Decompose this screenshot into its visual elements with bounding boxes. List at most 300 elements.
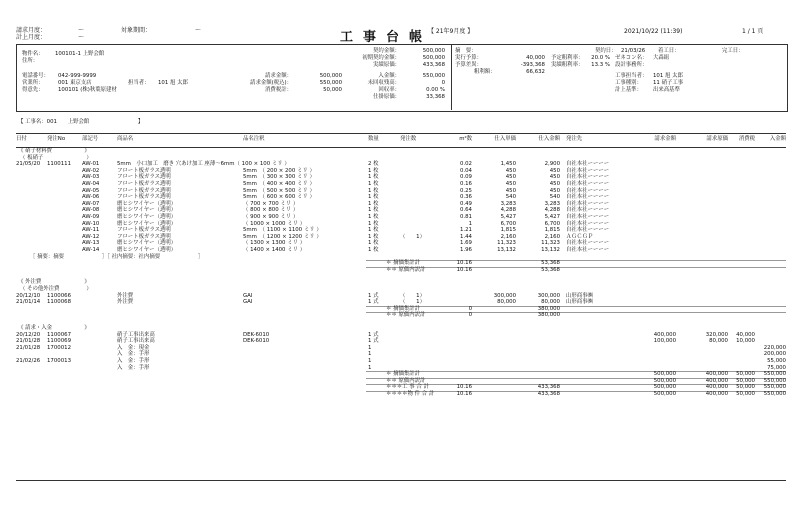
cell-req: 500,000 <box>653 371 676 378</box>
cell-amount: 13,132 <box>541 247 560 253</box>
collection-rate-value: 0.00 % <box>426 87 445 93</box>
phone-value: 042-999-9999 <box>58 73 97 79</box>
cell-item: フロート板ガラス透明 <box>117 233 171 240</box>
cell-req: 500,000 <box>653 384 676 391</box>
table-row <box>0 358 800 365</box>
cell-unit: 300,000 <box>493 292 516 299</box>
column-header-item: 商品名 <box>117 136 134 142</box>
cell-m2: 1.21 <box>459 227 472 234</box>
cell-vendor: 自社本社ーーーー <box>566 187 610 194</box>
cell-amount: 80,000 <box>541 299 560 306</box>
cell-req: 500,000 <box>653 377 676 384</box>
cell-qty: 1 枚 <box>368 174 379 181</box>
table-row <box>0 194 800 201</box>
cell-unit: 540 <box>505 194 516 201</box>
cell-m2: 1.44 <box>459 233 472 240</box>
budget-diff-value: -393,368 <box>520 62 545 68</box>
cell-amount: 53,368 <box>541 260 560 267</box>
total-label: ＊＊＊工 事 合 計 <box>386 384 429 391</box>
cell-cost: 80,000 <box>709 338 728 345</box>
cell-item: 入 金：手形 <box>117 351 150 358</box>
total-label: ＊ 摘価集計計 <box>386 305 421 312</box>
cell-note: 5mm （ 400 × 400 ミリ ） <box>243 181 315 187</box>
work-code-line: 【 工事名：001 上野会館 】 <box>18 119 144 125</box>
cell-no: 1100111 <box>47 161 72 168</box>
cell-note: 5mm （ 200 × 200 ミリ ） <box>243 167 315 174</box>
cell-code: AW-10 <box>82 220 100 227</box>
client-value: 100101 (株)秋葉原建材 <box>58 87 117 93</box>
cell-unit: 450 <box>505 167 516 174</box>
req-total-value: 500,000 <box>319 73 342 79</box>
cell-item: フロート板ガラス透明 <box>117 174 171 181</box>
cell-vendor: 自社本社ーーーー <box>566 194 610 201</box>
cell-vendor: 自社本社ーーーー <box>566 167 610 174</box>
column-header-req: 請求金額 <box>654 136 676 142</box>
cell-item: 磨ヒシワイヤー（透明） <box>117 200 177 207</box>
column-header-cost: 請求原価 <box>706 136 728 142</box>
cell-note: （ 700 × 700 ミリ ） <box>243 200 299 207</box>
remarks-line-text: ［ 摘要：摘要 ］［ 社内摘要：社内摘要 ］ <box>30 253 204 260</box>
cell-vendor: ＡＧＣＧＰ <box>566 233 593 240</box>
cell-tax: 50,000 <box>736 391 755 397</box>
section-title <box>0 325 800 332</box>
actual-cost-label: 実績原価： <box>373 62 400 68</box>
cell-item: 磨ヒシワイヤー（透明） <box>117 247 177 253</box>
gc-value: 大森組 <box>653 55 670 61</box>
gross-profit-value: 66,632 <box>526 69 545 75</box>
cell-tax: 10,000 <box>736 338 755 345</box>
section-subtitle-text: （ 板硝子 ） <box>20 154 92 161</box>
cell-item: 磨ヒシワイヤー（透明） <box>117 240 177 247</box>
cell-dep: 550,000 <box>763 377 786 384</box>
cell-note: 5mm （ 600 × 600 ミリ ） <box>243 194 315 201</box>
initial-contract-label: 初期契約金額： <box>362 55 400 61</box>
table-bottom-rule <box>16 480 786 481</box>
table-row <box>0 338 800 345</box>
actual-cost-value: 433,368 <box>422 62 445 68</box>
total-label: ＊＊ 原価内訳計 <box>386 266 426 273</box>
cell-m2: 10.16 <box>456 384 472 391</box>
person-label: 担当者： <box>128 80 150 86</box>
cell-qty: 1 式 <box>368 299 379 306</box>
cell-cost: 400,000 <box>705 371 728 378</box>
cell-note: 5mm （ 300 × 300 ミリ ） <box>243 174 315 181</box>
table-row <box>0 351 800 358</box>
cell-item: 入 金：現金 <box>117 344 150 351</box>
column-header-unit: 仕入単価 <box>494 136 516 142</box>
cell-item: 磨ヒシワイヤー（透明） <box>117 207 177 214</box>
cell-date: 20/12/20 <box>16 331 41 338</box>
cell-unit: 5,427 <box>500 214 516 220</box>
property-box-divider <box>451 44 452 110</box>
cell-req: 100,000 <box>653 338 676 345</box>
column-header-qty: 数量 <box>368 136 379 142</box>
gross-profit-label: 粗利額： <box>474 69 496 75</box>
budget-label: 実行予算： <box>455 55 482 61</box>
start-date-label: 着工日： <box>658 48 680 54</box>
cell-amount: 4,288 <box>544 207 560 214</box>
cell-qty: 1 枚 <box>368 220 379 227</box>
cell-vendor: 山形商事㈱ <box>566 299 593 306</box>
total-label: ＊＊＊＊物 件 合 計 <box>386 391 435 397</box>
cell-amount: 433,368 <box>537 384 560 391</box>
cell-cost: 400,000 <box>705 384 728 391</box>
total-label: ＊＊ 原価内訳計 <box>386 377 426 384</box>
cell-qty: 1 <box>368 351 372 358</box>
count-month-label: 計上月度： <box>16 34 47 41</box>
cell-dep: 550,000 <box>763 391 786 397</box>
address-label: 住所： <box>22 58 39 64</box>
cell-vendor: 自社本社ーーーー <box>566 227 610 234</box>
cell-item: フロート板ガラス透明 <box>117 187 171 194</box>
cell-qty: 1 式 <box>368 292 379 299</box>
cell-date: 21/01/14 <box>16 299 41 306</box>
deposit-label: 入金額： <box>378 73 400 79</box>
cell-amount: 2,160 <box>544 233 560 240</box>
section-title-text: 《 外注費 》 <box>18 279 90 286</box>
cell-amount: 450 <box>549 167 560 174</box>
cell-note: 5mm （ 1200 × 1200 ミリ ） <box>243 233 322 240</box>
cell-amount: 450 <box>549 181 560 187</box>
section-title <box>0 148 800 155</box>
cell-code: AW-05 <box>82 187 100 194</box>
cell-note: DEK-6010 <box>243 338 270 345</box>
cell-m2: 1.69 <box>459 240 472 247</box>
deposit-value: 550,000 <box>422 73 445 79</box>
fiscal-year: 【 21年9月度 】 <box>428 28 474 35</box>
cell-m2: 0.04 <box>459 167 472 174</box>
budget-diff-label: 予算差異： <box>455 62 482 68</box>
cell-m2: 0.09 <box>459 174 472 181</box>
cell-qty: 1 <box>368 358 372 364</box>
header-top-rule <box>16 133 786 134</box>
cell-tax: 50,000 <box>736 371 755 378</box>
purchase-label: 仕掛原価： <box>373 94 400 100</box>
cell-dep: 550,000 <box>763 371 786 378</box>
section-subtitle-text: （ その他外注費 ） <box>20 286 92 292</box>
office-value: 001 東京支店 <box>58 80 92 86</box>
cell-item: フロート板ガラス透明 <box>117 181 171 187</box>
cell-code: AW-11 <box>82 227 100 234</box>
cell-amount: 450 <box>549 187 560 194</box>
cell-dep: 220,000 <box>763 344 786 351</box>
column-header-code: 部記号 <box>82 136 99 142</box>
cell-tax: 50,000 <box>736 384 755 391</box>
cell-item: 入 金：手形 <box>117 364 150 371</box>
cell-vendor: 自社本社ーーーー <box>566 247 610 253</box>
cell-unit: 13,132 <box>497 247 516 253</box>
cell-qty: 1 式 <box>368 338 379 345</box>
cell-vendor: 自社本社ーーーー <box>566 207 610 214</box>
total-row <box>0 384 800 391</box>
cell-dep: 550,000 <box>763 384 786 391</box>
section-title-text: 《 硝子材料費 》 <box>18 148 90 154</box>
cell-item: フロート板ガラス透明 <box>117 227 171 234</box>
cell-note: GAI <box>243 292 253 299</box>
column-header-date: 日付 <box>16 136 27 142</box>
cell-unit: 80,000 <box>497 299 516 306</box>
column-header-note: 品名注釈 <box>243 136 265 142</box>
cell-qty: 1 枚 <box>368 207 379 214</box>
cell-note: 5mm （ 500 × 500 ミリ ） <box>243 187 315 194</box>
cell-amount: 380,000 <box>537 305 560 312</box>
budget-value: 40,000 <box>526 55 545 61</box>
total-row <box>0 260 800 267</box>
column-header-amount: 仕入金額 <box>538 136 560 142</box>
count-month-tilde: ～ <box>78 34 85 41</box>
column-header-order: 発注数 <box>400 136 417 142</box>
work-kind-value: 11 硝子工事 <box>653 80 684 86</box>
cell-m2: 0.16 <box>459 181 472 187</box>
cell-code: AW-09 <box>82 214 100 220</box>
cell-cost: 400,000 <box>705 377 728 384</box>
cell-tax: 40,000 <box>736 331 755 338</box>
summary-label: 摘 要： <box>455 48 477 54</box>
cell-qty: 1 <box>368 364 372 371</box>
period-tilde: ～ <box>195 27 202 34</box>
cell-note: GAI <box>243 299 253 306</box>
total-label: ＊ 摘価集計計 <box>386 260 421 267</box>
count-base-value: 出来高基準 <box>653 87 680 93</box>
cell-amount: 53,368 <box>541 266 560 273</box>
cell-date: 21/02/26 <box>16 358 41 364</box>
cell-order: （ 1） <box>400 292 425 299</box>
column-header-no: 発注No <box>47 136 66 142</box>
contract-label: 契約金額： <box>373 48 400 54</box>
cell-qty: 1 枚 <box>368 200 379 207</box>
cell-dep: 200,000 <box>763 351 786 358</box>
req-tax-label: 請求金額(税込)： <box>250 80 292 86</box>
cell-m2: 0.02 <box>459 161 472 168</box>
req-tax-value: 550,000 <box>319 80 342 86</box>
cell-unit: 11,323 <box>497 240 516 247</box>
cell-item: 外注費 <box>117 299 134 306</box>
cell-no: 1100069 <box>47 338 72 345</box>
cell-no: 1700013 <box>47 358 72 364</box>
cell-amount: 450 <box>549 174 560 181</box>
work-kind-label: 工事種別： <box>615 80 642 86</box>
cell-vendor: 自社本社ーーーー <box>566 220 610 227</box>
table-row <box>0 161 800 168</box>
cell-req: 400,000 <box>653 331 676 338</box>
count-base-label: 計上基準： <box>615 87 642 93</box>
cell-note: DEK-6010 <box>243 331 270 338</box>
req-total-label: 請求金額： <box>265 73 292 79</box>
cell-dep: 75,000 <box>767 364 786 371</box>
total-row <box>0 312 800 319</box>
manager-label: 工事担当者： <box>615 73 648 79</box>
contract-date-label: 契約日： <box>595 48 617 54</box>
cell-note: （ 1300 × 1300 ミリ ） <box>243 240 306 247</box>
total-label: ＊＊ 原価内訳計 <box>386 312 426 319</box>
table-row <box>0 247 800 254</box>
cell-unit: 6,700 <box>500 220 516 227</box>
cell-unit: 450 <box>505 174 516 181</box>
cell-unit: 450 <box>505 187 516 194</box>
print-datetime: 2021/10/22 (11:39) <box>624 28 683 35</box>
column-header-dep: 入金額 <box>769 136 786 142</box>
actual-rate-value: 13.3 % <box>591 62 610 68</box>
uncollected-label: 未回収残高： <box>367 80 400 86</box>
table-row <box>0 240 800 247</box>
uncollected-value: 0 <box>441 80 445 86</box>
cell-unit: 1,815 <box>500 227 516 234</box>
cell-amount: 11,323 <box>541 240 560 247</box>
cell-amount: 3,283 <box>544 200 560 207</box>
cell-note: 5mm （ 1100 × 1100 ミリ ） <box>243 227 322 234</box>
cell-vendor: 自社本社ーーーー <box>566 214 610 220</box>
cell-amount: 6,700 <box>544 220 560 227</box>
cell-dep: 55,000 <box>767 358 786 364</box>
cell-qty: 1 枚 <box>368 233 379 240</box>
cell-code: AW-02 <box>82 167 100 174</box>
cell-unit: 1,450 <box>500 161 516 168</box>
cell-cost: 400,000 <box>705 391 728 397</box>
cell-tax: 50,000 <box>736 377 755 384</box>
cell-note: （ 800 × 800 ミリ ） <box>243 207 299 214</box>
cell-code: AW-14 <box>82 247 100 253</box>
cell-m2: 1 <box>468 220 472 227</box>
table-row <box>0 214 800 221</box>
cell-qty: 1 枚 <box>368 187 379 194</box>
cell-qty: 1 枚 <box>368 194 379 201</box>
cell-qty: 1 <box>368 344 372 351</box>
cell-code: AW-01 <box>82 161 100 168</box>
cell-qty: 1 枚 <box>368 181 379 187</box>
cell-qty: 2 枚 <box>368 161 379 168</box>
contract-date-value: 21/03/26 <box>621 48 646 54</box>
cell-m2: 0 <box>468 312 472 319</box>
cell-amount: 300,000 <box>537 292 560 299</box>
cell-item: 5mm 小口加工 磨き 穴あけ加工 座薄～6mm（ 100 × 100 ミリ ） <box>117 161 290 168</box>
cell-vendor: 自社本社ーーーー <box>566 161 610 168</box>
cell-code: AW-12 <box>82 233 100 240</box>
cell-item: フロート板ガラス透明 <box>117 194 171 201</box>
cell-item: 磨ヒシワイヤー（透明） <box>117 220 177 227</box>
request-month-label: 請求月度： <box>16 27 47 34</box>
column-header-vendor: 発注先 <box>566 136 583 142</box>
section-subtitle <box>0 286 800 293</box>
cell-item: 磨ヒシワイヤー（透明） <box>117 214 177 220</box>
contract-value: 500,000 <box>422 48 445 54</box>
cell-item: 入 金：手形 <box>117 358 150 364</box>
cell-note: （ 1000 × 1000 ミリ ） <box>243 220 306 227</box>
cell-amount: 1,815 <box>544 227 560 234</box>
cell-qty: 1 式 <box>368 331 379 338</box>
cell-item: 外注費 <box>117 292 134 299</box>
cell-no: 1100068 <box>47 299 72 306</box>
cell-qty: 1 枚 <box>368 240 379 247</box>
cell-cost: 320,000 <box>705 331 728 338</box>
cell-m2: 0.81 <box>459 214 472 220</box>
cell-unit: 450 <box>505 181 516 187</box>
cell-vendor: 自社本社ーーーー <box>566 240 610 247</box>
cell-qty: 1 枚 <box>368 247 379 253</box>
cell-unit: 4,288 <box>500 207 516 214</box>
total-row <box>0 267 800 274</box>
cell-amount: 540 <box>549 194 560 201</box>
actual-rate-label: 実績粗利率： <box>551 62 584 68</box>
cell-qty: 1 枚 <box>368 227 379 234</box>
cell-note: （ 1400 × 1400 ミリ ） <box>243 247 306 253</box>
cell-m2: 0 <box>468 305 472 312</box>
cell-m2: 10.16 <box>456 266 472 273</box>
cell-no: 1700012 <box>47 344 72 351</box>
cell-order: （ 1） <box>400 233 425 240</box>
cell-m2: 0.36 <box>459 194 472 201</box>
cell-m2: 1.96 <box>459 247 472 253</box>
total-label: ＊ 摘価集計計 <box>386 371 421 378</box>
table-row <box>0 207 800 214</box>
section-title <box>0 279 800 286</box>
cell-no: 1100066 <box>47 292 72 299</box>
cell-m2: 10.16 <box>456 391 472 397</box>
cell-date: 21/05/20 <box>16 161 41 168</box>
purchase-value: 33,368 <box>426 94 445 100</box>
cell-code: AW-13 <box>82 240 100 247</box>
cell-unit: 3,283 <box>500 200 516 207</box>
page-number: 1 / 1 頁 <box>742 28 764 35</box>
cell-amount: 380,000 <box>537 312 560 319</box>
cell-note: （ 900 × 900 ミリ ） <box>243 214 299 220</box>
office-label: 営業所： <box>22 80 44 86</box>
cell-code: AW-06 <box>82 194 100 201</box>
tax-total-value: 50,000 <box>323 87 342 93</box>
cell-code: AW-04 <box>82 181 100 187</box>
cell-amount: 5,427 <box>544 214 560 220</box>
cell-no: 1100067 <box>47 331 72 338</box>
table-row <box>0 174 800 181</box>
table-row <box>0 227 800 234</box>
cell-code: AW-07 <box>82 200 100 207</box>
initial-contract-value: 500,000 <box>422 55 445 61</box>
section-title-text: 《 請求・入金 》 <box>18 325 90 331</box>
plan-rate-value: 20.0 % <box>591 55 610 61</box>
design-office-label: 設計事務所： <box>615 62 648 68</box>
table-row <box>0 181 800 188</box>
tax-total-label: 消費税計： <box>265 87 292 93</box>
cell-code: AW-08 <box>82 207 100 214</box>
page-title: 工事台帳 <box>340 30 433 45</box>
total-row <box>0 371 800 378</box>
cell-date: 21/01/28 <box>16 344 41 351</box>
column-header-m2: m²数 <box>459 136 472 142</box>
cell-date: 20/12/10 <box>16 292 41 299</box>
person-value: 101 旭 太郎 <box>158 80 188 86</box>
cell-amount: 2,900 <box>544 161 560 168</box>
cell-code: AW-03 <box>82 174 100 181</box>
cell-m2: 0.25 <box>459 187 472 194</box>
request-month-tilde: ～ <box>78 27 85 34</box>
collection-rate-label: 回収率： <box>378 87 400 93</box>
plan-rate-label: 予定粗利率： <box>551 55 584 61</box>
cell-req: 500,000 <box>653 391 676 397</box>
manager-value: 101 旭 太郎 <box>653 73 683 79</box>
phone-label: 電話番号： <box>22 73 49 79</box>
cell-qty: 1 枚 <box>368 214 379 220</box>
cell-item: 硝子工事出来高 <box>117 338 155 345</box>
property-name-value: 100101-1 上野会館 <box>55 51 105 57</box>
table-row <box>0 299 800 306</box>
client-label: 得意先： <box>22 87 44 93</box>
cell-date: 21/01/28 <box>16 338 41 345</box>
column-header-tax: 消費税 <box>738 136 755 142</box>
cell-m2: 10.16 <box>456 260 472 267</box>
cell-vendor: 自社本社ーーーー <box>566 200 610 207</box>
cell-order: （ 1） <box>400 299 425 306</box>
cell-vendor: 自社本社ーーーー <box>566 174 610 181</box>
total-row <box>0 391 800 398</box>
